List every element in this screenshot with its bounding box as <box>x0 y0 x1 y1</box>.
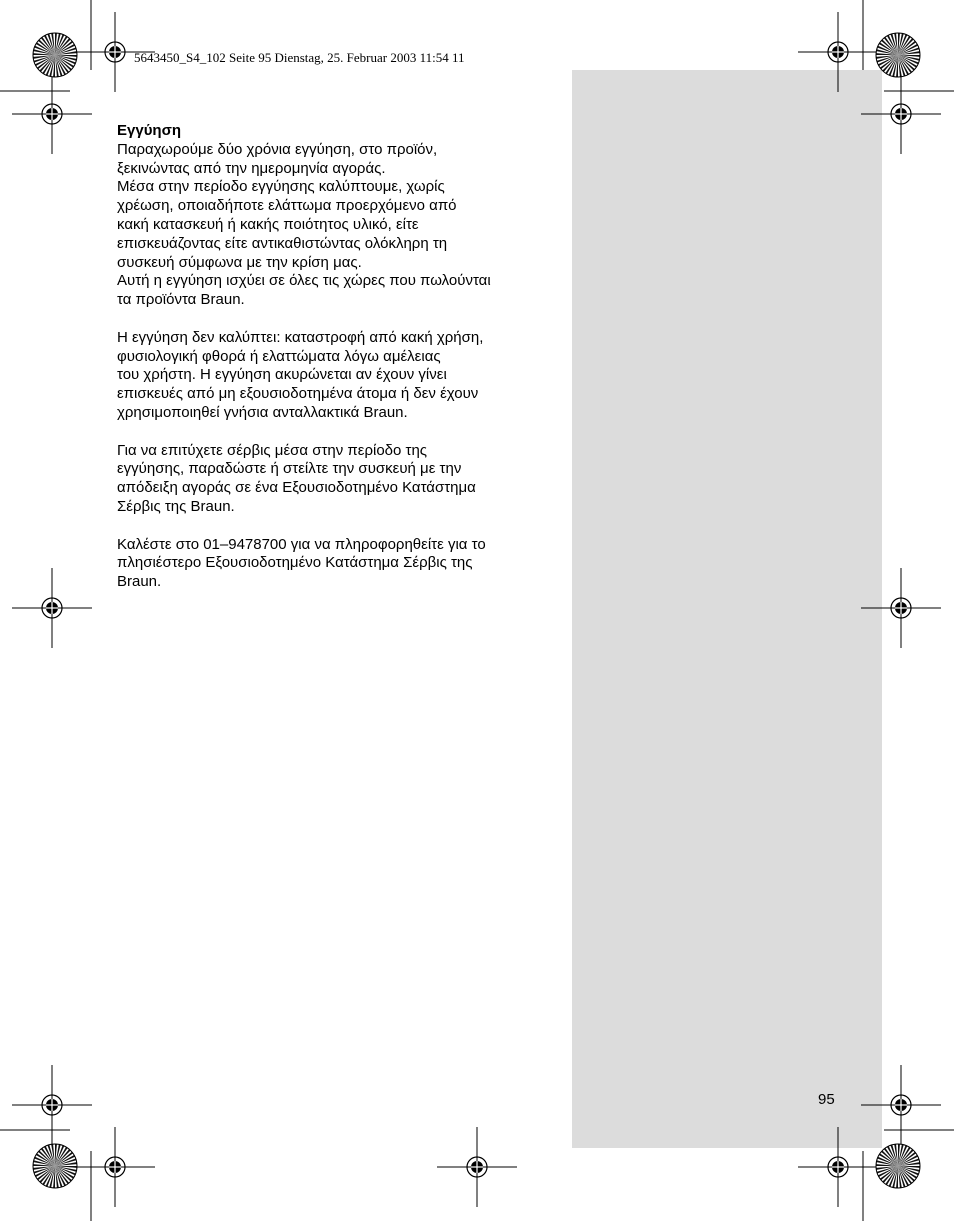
text-line: απόδειξη αγοράς σε ένα Εξουσιοδοτημένο Κατάστημα <box>117 479 476 497</box>
page-number: 95 <box>818 1091 835 1108</box>
print-slug: 5643450_S4_102 Seite 95 Dienstag, 25. Februar 2003 11:54 11 <box>134 50 465 65</box>
registration-mark-icon <box>12 74 92 154</box>
section-heading: Εγγύηση <box>117 122 182 139</box>
registration-mark-icon <box>798 12 878 92</box>
registration-mark-icon <box>75 1127 155 1207</box>
text-line: συσκευή σύμφωνα με την κρίση μας. <box>117 253 362 271</box>
text-line: χρέωση, οποιαδήποτε ελάττωμα προερχόμενο από <box>117 197 457 215</box>
text-line: Αυτή η εγγύηση ισχύει σε όλες τις χώρες που πωλούνται <box>117 272 491 290</box>
text-line: εγγύησης, παραδώστε ή στείλτε την συσκευή με την <box>117 460 462 478</box>
text-line: Παραχωρούμε δύο χρόνια εγγύηση, στο προϊόν, <box>117 140 438 158</box>
text-line: τα προϊόντα Braun. <box>117 291 245 309</box>
starburst-target-icon <box>33 1144 77 1188</box>
text-line: φυσιολογική φθορά ή ελαττώματα λόγω αμέλειας <box>117 347 441 365</box>
text-line: Η εγγύηση δεν καλύπτει: καταστροφή από κακή χρήση, <box>117 328 484 346</box>
registration-mark-icon <box>861 1065 941 1145</box>
text-line: κακή κατασκευή ή κακής ποιότητος υλικό, είτε <box>117 215 419 233</box>
text-line: Για να επιτύχετε σέρβις μέσα στην περίοδο της <box>117 441 428 459</box>
registration-mark-icon <box>12 568 92 648</box>
text-line: Καλέστε στο 01–9478700 για να πληροφορηθείτε για το <box>117 535 486 553</box>
text-line: επισκευές από μη εξουσιοδοτημένα άτομα ή δεν έχουν <box>117 385 479 403</box>
paragraph-contact <box>117 536 549 592</box>
registration-mark-icon <box>861 74 941 154</box>
text-line: χρησιμοποιηθεί γνήσια ανταλλακτικά Braun. <box>117 403 408 421</box>
text-line: πλησιέστερο Εξουσιοδοτημένο Κατάστημα Σέρβις της <box>117 554 473 572</box>
starburst-target-icon <box>876 33 920 77</box>
text-line: του χρήστη. Η εγγύηση ακυρώνεται αν έχουν γίνει <box>117 366 447 384</box>
registration-mark-icon <box>12 1065 92 1145</box>
paragraph-exclusions <box>117 329 549 423</box>
starburst-target-icon <box>33 33 77 77</box>
warranty-section <box>117 122 549 592</box>
paragraph-coverage <box>117 141 549 310</box>
text-line: ξεκινώντας από την ημερομηνία αγοράς. <box>117 159 386 177</box>
text-line: Braun. <box>117 573 162 591</box>
starburst-target-icon <box>876 1144 920 1188</box>
text-line: Σέρβις της Braun. <box>117 497 235 515</box>
registration-mark-icon <box>798 1127 878 1207</box>
text-line: επισκευάζοντας είτε αντικαθιστώντας ολόκληρη τη <box>117 234 448 252</box>
text-line: Μέσα στην περίοδο εγγύησης καλύπτουμε, χωρίς <box>117 178 445 196</box>
registration-mark-icon <box>437 1127 517 1207</box>
registration-mark-icon <box>861 568 941 648</box>
paragraph-service <box>117 442 549 517</box>
